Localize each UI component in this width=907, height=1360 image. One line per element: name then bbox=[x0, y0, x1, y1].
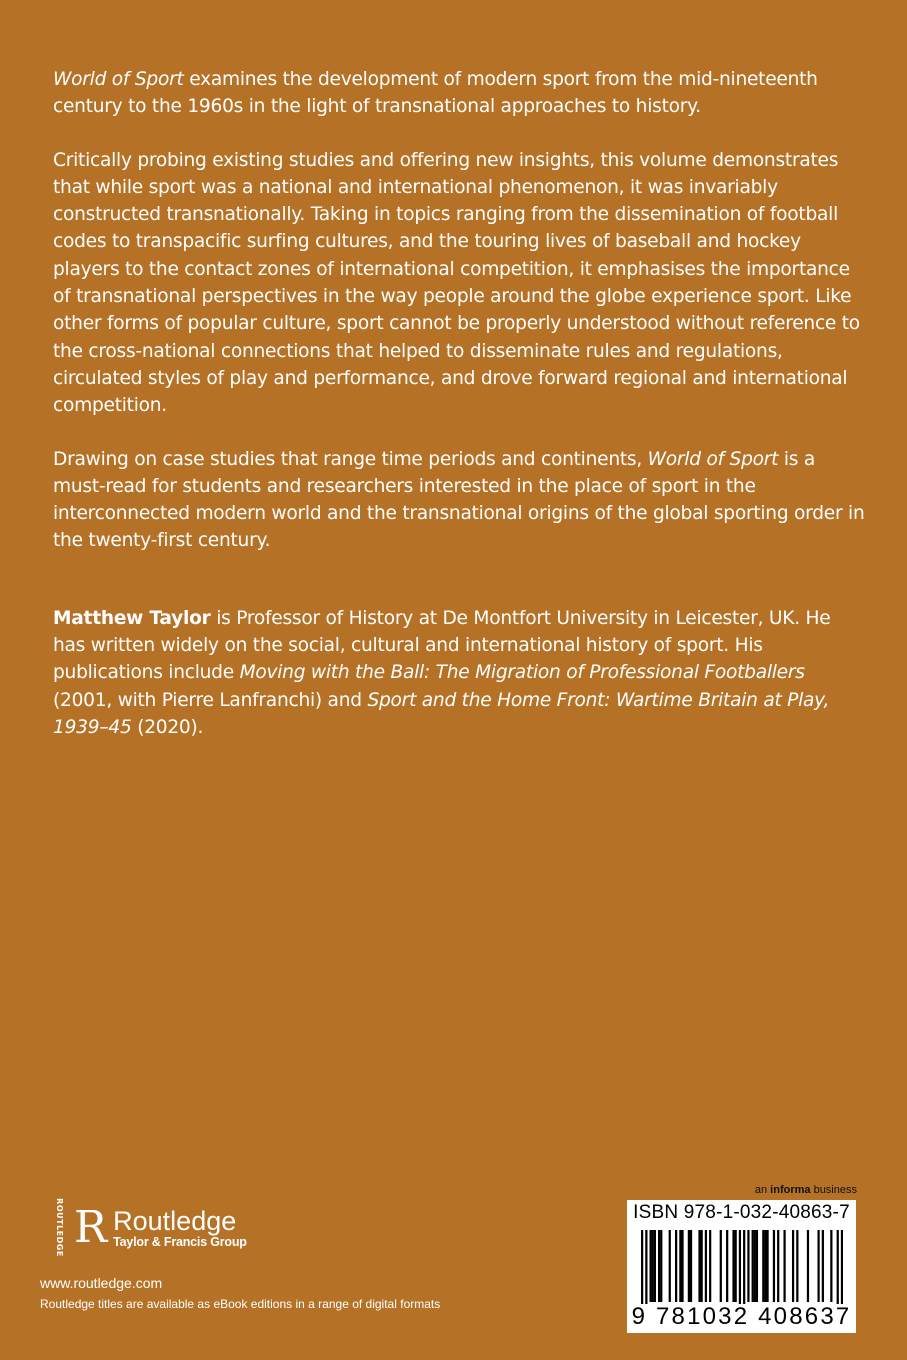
barcode-bar bbox=[690, 1230, 692, 1302]
author-name: Matthew Taylor bbox=[53, 607, 211, 629]
barcode-bars bbox=[641, 1230, 843, 1304]
routledge-logo-icon: R bbox=[74, 1202, 108, 1253]
barcode-bar bbox=[675, 1230, 677, 1302]
barcode-bar bbox=[698, 1230, 700, 1302]
barcode-bar bbox=[654, 1230, 656, 1302]
author-book-1: Moving with the Ball: The Migration of Professional Footballers bbox=[239, 662, 805, 684]
blurb-paragraph-1: World of Sport examines the development of modern sport from the mid-nineteenth century to the 1960s in the light of transnational approaches to history. bbox=[53, 69, 818, 118]
publisher-vertical-mark: ROUTLEDGE bbox=[54, 1198, 64, 1257]
barcode-bar bbox=[701, 1230, 703, 1302]
barcode-bar bbox=[764, 1230, 766, 1302]
author-bio: Matthew Taylor is Professor of History at De Montfort University in Leicester, UK. He has written widely on the social, cultural and international history of sport. His publications include Moving with the Ball: The Migration of Professional Footballers (2001, with Pierre Lanfranchi) and Sport and the Home Front: Wartime Britain at Play, 1939–45 (2020). bbox=[53, 607, 831, 738]
barcode-bar bbox=[754, 1230, 756, 1302]
barcode-bar bbox=[783, 1230, 785, 1302]
back-cover-text bbox=[53, 66, 868, 767]
barcode-bar bbox=[777, 1230, 779, 1302]
barcode-bar bbox=[709, 1230, 711, 1302]
barcode-bar bbox=[762, 1230, 764, 1302]
barcode-bar bbox=[732, 1230, 734, 1302]
author-book-2: Sport and the Home Front: Wartime Britain at Play, 1939–45 bbox=[53, 689, 830, 738]
blurb-paragraph-2: Critically probing existing studies and offering new insights, this volume demonstrates that while sport was a national and international phenomenon, it was invariably constructed transnationally. Taking in topics ranging from the dissemination of football codes to transpacific surfing cultures, and the touring lives of baseball and hockey players to the contact zones of international competition, it emphasises the importance of transnational perspectives in the way people around the globe experience sport. Like other forms of popular culture, sport cannot be properly understood without reference to the cross-national connections that helped to disseminate rules and regulations, circulated styles of play and performance, and drove forward regional and international competition. bbox=[53, 149, 860, 417]
barcode-bar bbox=[796, 1230, 798, 1302]
barcode-bar bbox=[807, 1230, 809, 1302]
book-title-italic: World of Sport bbox=[647, 448, 779, 470]
publisher-name: Routledge bbox=[113, 1206, 237, 1236]
ebook-note: Routledge titles are available as eBook editions in a range of digital formats bbox=[40, 1297, 441, 1311]
barcode-bar bbox=[841, 1230, 843, 1304]
barcode-bar bbox=[669, 1230, 671, 1302]
barcode-bar bbox=[739, 1230, 741, 1304]
barcode-bar bbox=[645, 1230, 647, 1304]
barcode-bar bbox=[688, 1230, 690, 1302]
isbn-barcode bbox=[627, 1200, 856, 1333]
barcode-bar bbox=[817, 1230, 819, 1302]
book-title-italic: World of Sport bbox=[53, 69, 184, 90]
barcode-bar bbox=[679, 1230, 681, 1302]
barcode-bar bbox=[752, 1230, 754, 1302]
barcode-bar bbox=[650, 1230, 652, 1302]
publisher-logo bbox=[40, 1198, 247, 1257]
publisher-group: Taylor & Francis Group bbox=[113, 1235, 247, 1249]
publisher-url: www.routledge.com bbox=[40, 1275, 163, 1291]
barcode-bar bbox=[792, 1230, 794, 1302]
barcode-bar bbox=[830, 1230, 832, 1302]
barcode-bar bbox=[681, 1230, 683, 1302]
barcode-bar bbox=[660, 1230, 662, 1302]
barcode-bar bbox=[652, 1230, 654, 1302]
barcode-bar bbox=[705, 1230, 707, 1302]
barcode-bar bbox=[756, 1230, 758, 1302]
barcode-bar bbox=[743, 1230, 745, 1304]
barcode-bar bbox=[658, 1230, 660, 1302]
barcode-bar bbox=[641, 1230, 643, 1304]
barcode-bar bbox=[720, 1230, 722, 1302]
informa-tagline: an informa business bbox=[754, 1184, 857, 1196]
barcode-bar bbox=[837, 1230, 839, 1304]
barcode-bar bbox=[822, 1230, 824, 1302]
isbn-label: ISBN 978-1-032-40863-7 bbox=[633, 1202, 850, 1223]
barcode-bar bbox=[726, 1230, 728, 1302]
blurb-paragraph-3: Drawing on case studies that range time periods and continents, World of Sport is a must-read for students and researchers interested in the place of sport in the interconnected modern world and the transnational origins of the global sporting order in the twenty-first century. bbox=[53, 448, 865, 552]
barcode-bar bbox=[766, 1230, 768, 1302]
barcode-bar bbox=[747, 1230, 749, 1302]
isbn-digits: 9 781032 408637 bbox=[631, 1303, 852, 1330]
barcode-bar bbox=[735, 1230, 737, 1302]
barcode-bar bbox=[773, 1230, 775, 1302]
publisher-block bbox=[40, 1198, 247, 1291]
